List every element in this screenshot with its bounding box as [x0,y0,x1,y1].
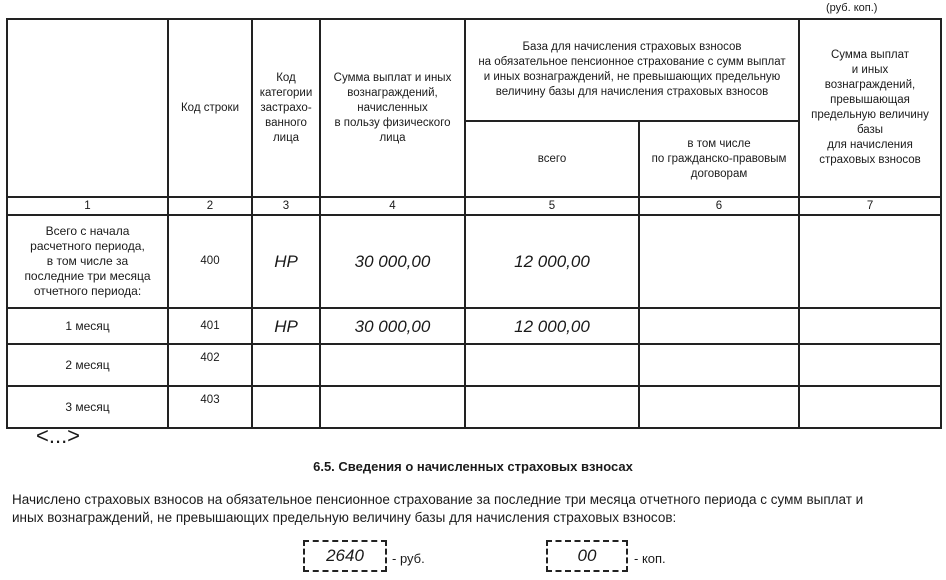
excess-cell[interactable] [799,386,941,428]
column-number: 7 [799,197,941,215]
rub-amount-field[interactable]: 2640 [303,540,387,572]
header-insured-category: Код категории застрахо- ванного лица [252,19,320,197]
payments-cell[interactable] [320,344,465,386]
row-label: 3 месяц [7,386,168,428]
base-total-cell[interactable]: 12 000,00 [465,215,639,308]
column-number: 5 [465,197,639,215]
excess-cell[interactable] [799,308,941,344]
table-row-402 [7,344,941,386]
category-code-cell[interactable]: НР [252,308,320,344]
payments-cell[interactable]: 30 000,00 [320,215,465,308]
omission-marker: <...> [36,423,81,448]
column-number: 3 [252,197,320,215]
row-label: 1 месяц [7,308,168,344]
payments-cell[interactable] [320,386,465,428]
row-code: 403 [168,386,252,428]
header-base-group: База для начисления страховых взносов на обязательное пенсионное страхование с сумм выплат и иных вознаграждений, не превышающих предельную величину базы для начисления страховых взносов [465,19,799,121]
header-col1 [7,19,168,197]
header-base-total: всего [465,121,639,197]
row-code: 402 [168,344,252,386]
row-code: 401 [168,308,252,344]
insurance-contributions-table [6,18,942,429]
base-gpd-cell[interactable] [639,215,799,308]
column-number: 4 [320,197,465,215]
table-row-403 [7,386,941,428]
currency-unit-note: (руб. коп.) [826,2,878,14]
category-code-cell[interactable] [252,344,320,386]
excess-cell[interactable] [799,215,941,308]
kop-label: - коп. [634,551,666,566]
payments-cell[interactable]: 30 000,00 [320,308,465,344]
row-code: 400 [168,215,252,308]
base-gpd-cell[interactable] [639,386,799,428]
row-label: 2 месяц [7,344,168,386]
column-number: 6 [639,197,799,215]
header-base-gpd: в том числе по гражданско-правовым договорам [639,121,799,197]
section-title: 6.5. Сведения о начисленных страховых взносах [313,459,633,474]
rub-label: - руб. [392,551,425,566]
base-total-cell[interactable]: 12 000,00 [465,308,639,344]
table-row-400 [7,215,941,308]
category-code-cell[interactable]: НР [252,215,320,308]
header-payments: Сумма выплат и иных вознаграждений, начисленных в пользу физического лица [320,19,465,197]
header-excess: Сумма выплат и иных вознаграждений, превышающая предельную величину базы для начисления страховых взносов [799,19,941,197]
header-row-code: Код строки [168,19,252,197]
base-gpd-cell[interactable] [639,344,799,386]
table-row-401 [7,308,941,344]
row-label: Всего с начала расчетного периода, в том числе за последние три месяца отчетного периода: [7,215,168,308]
header-row [7,19,941,121]
category-code-cell[interactable] [252,386,320,428]
section-paragraph: Начислено страховых взносов на обязательное пенсионное страхование за последние три месяца отчетного периода с сумм выплат и иных вознаграждений, не превышающих предельную величину базы для начисления страховых взносов: [12,492,864,525]
base-total-cell[interactable] [465,344,639,386]
kop-amount-field[interactable]: 00 [546,540,628,572]
column-number: 2 [168,197,252,215]
column-number: 1 [7,197,168,215]
base-gpd-cell[interactable] [639,308,799,344]
column-number-row [7,197,941,215]
excess-cell[interactable] [799,344,941,386]
base-total-cell[interactable] [465,386,639,428]
